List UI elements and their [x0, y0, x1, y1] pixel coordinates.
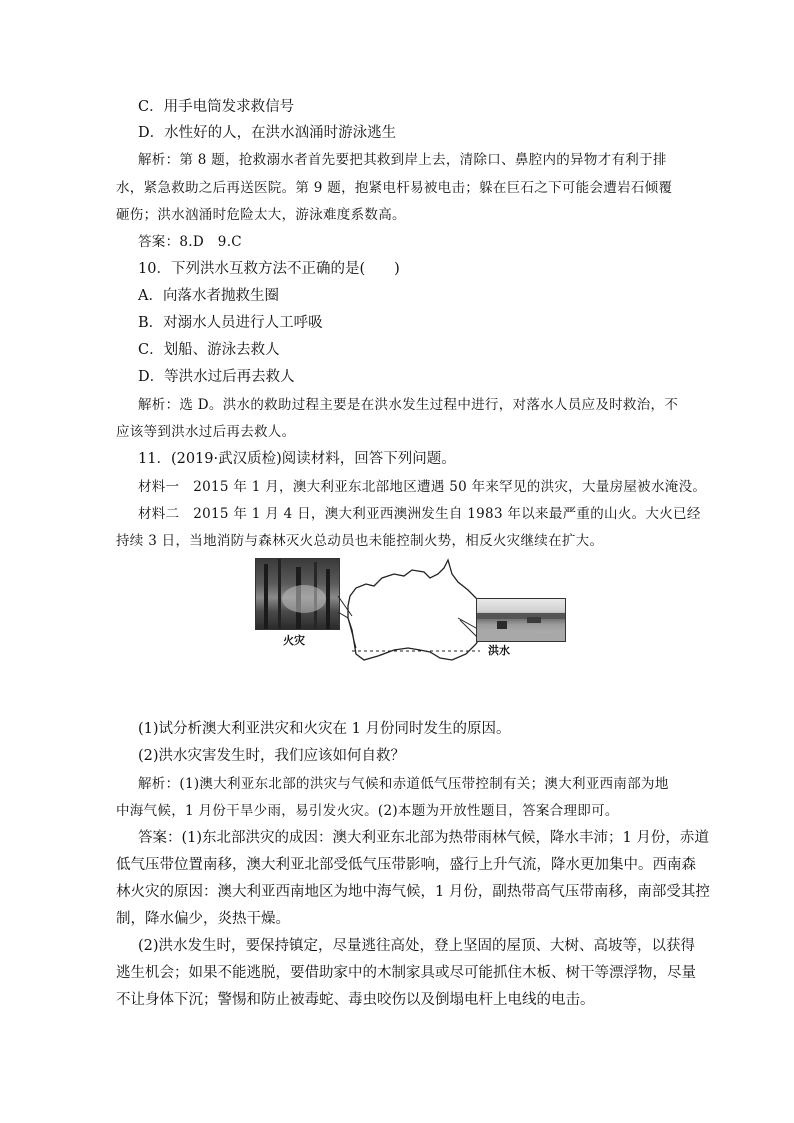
- q10-option-a: A．向落水者抛救生圈: [138, 288, 279, 304]
- q11-sub2: (2)洪水灾害发生时，我们应该如何自救？: [138, 748, 406, 764]
- flood-photo: [476, 598, 566, 642]
- answer-11-line3: 林火灾的原因：澳大利亚西南地区为地中海气候，1 月份，副热带高气压带南移，南部受其控: [116, 884, 710, 900]
- answer-11-line7: 不让身体下沉；警惕和防止被毒蛇、毒虫咬伤以及倒塌电杆上电线的电击。: [116, 992, 595, 1008]
- q11-sub1: (1)试分析澳大利亚洪灾和火灾在 1 月份同时发生的原因。: [138, 721, 511, 737]
- analysis-10-line1: 解析：选 D。洪水的救助过程主要是在洪水发生过程中进行，对落水人员应及时救治，不: [138, 397, 679, 413]
- answer-11-line5: (2)洪水发生时，要保持镇定，尽量逃往高处，登上坚固的屋顶、大树、高坡等，以获得: [138, 938, 696, 954]
- fire-label: 火灾: [283, 634, 305, 647]
- answer-11-line1: 答案：(1)东北部洪灾的成因：澳大利亚东北部为热带雨林气候，降水丰沛；1 月份，赤道: [138, 830, 709, 846]
- q11-stem: 11．(2019·武汉质检)阅读材料，回答下列问题。: [138, 451, 456, 467]
- q10-option-c: C．划船、游泳去救人: [138, 342, 280, 358]
- q11-material1: 材料一 2015 年 1 月，澳大利亚东北部地区遭遇 50 年来罕见的洪灾，大量房屋被水淹没。: [138, 479, 707, 495]
- q10-option-d: D．等洪水过后再去救人: [138, 369, 295, 385]
- analysis-11-line1: 解析：(1)澳大利亚东北部的洪灾与气候和赤道低气压带控制有关；澳大利亚西南部为地: [138, 776, 669, 792]
- q10-option-b: B．对溺水人员进行人工呼吸: [138, 315, 323, 331]
- q11-material2-line1: 材料二 2015 年 1 月 4 日，澳大利亚西澳洲发生自 1983 年以来最严重的山火。大火已经: [138, 506, 701, 522]
- analysis-89-line2: 水，紧急救助之后再送医院。第 9 题，抱紧电杆易被电击；躲在巨石之下可能会遭岩石倾覆: [116, 180, 673, 196]
- q10-stem: 10．下列洪水互救方法不正确的是( ): [138, 261, 400, 277]
- analysis-89-line1: 解析：第 8 题，抢救溺水者首先要把其救到岸上去，清除口、鼻腔内的异物才有利于排: [138, 152, 667, 168]
- q11-material2-line2: 持续 3 日，当地消防与森林灭火总动员也未能控制火势，相反火灾继续在扩大。: [116, 533, 604, 549]
- australia-map-figure: [248, 556, 568, 662]
- answer-11-line6: 逃生机会；如果不能逃脱，要借助家中的木制家具或尽可能抓住木板、树干等漂浮物，尽量: [116, 965, 696, 981]
- answer-89: 答案：8.D 9.C: [138, 234, 242, 250]
- analysis-10-line2: 应该等到洪水过后再去救人。: [116, 424, 296, 440]
- q9-option-d: D．水性好的人，在洪水汹涌时游泳逃生: [138, 125, 397, 141]
- flood-label: 洪水: [488, 644, 510, 657]
- answer-11-line2: 低气压带位置南移，澳大利亚北部受低气压带影响，盛行上升气流，降水更加集中。西南森: [116, 857, 696, 873]
- analysis-11-line2: 中海气候，1 月份干旱少雨，易引发火灾。(2)本题为开放性题目，答案合理即可。: [116, 803, 619, 819]
- answer-11-line4: 制，降水偏少，炎热干燥。: [116, 911, 290, 927]
- q9-option-c: C．用手电筒发求救信号: [138, 99, 295, 115]
- analysis-89-line3: 砸伤；洪水汹涌时危险太大，游泳难度系数高。: [116, 207, 406, 223]
